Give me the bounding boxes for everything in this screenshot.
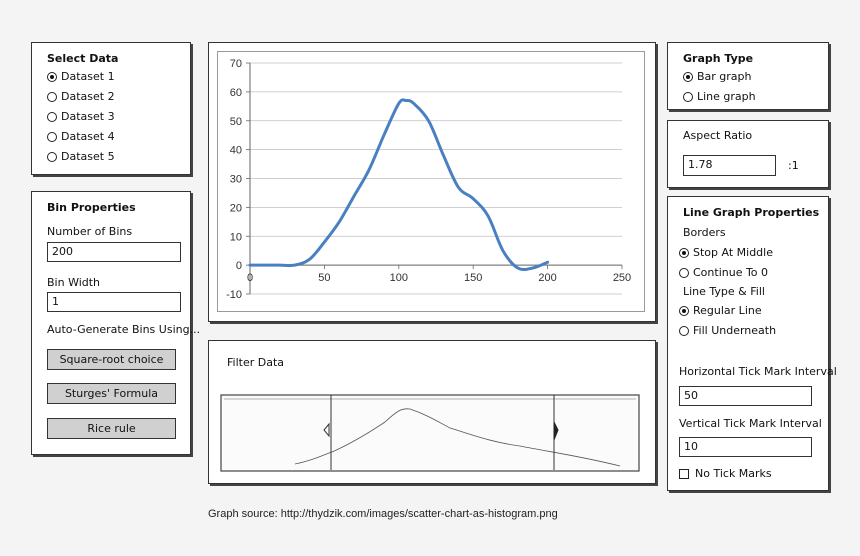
borders-radio-button-1[interactable] <box>679 248 689 258</box>
auto-generate-label: Auto-Generate Bins Using... <box>47 323 201 336</box>
x-tick-label: 50 <box>318 272 331 285</box>
dataset-radio-2[interactable] <box>47 90 115 103</box>
filter-range-slider[interactable] <box>220 394 640 474</box>
borders-radio-2[interactable] <box>679 266 768 279</box>
graph-type-panel <box>667 42 829 110</box>
borders-radio-label-2: Continue To 0 <box>693 266 769 279</box>
y-tick-label: 10 <box>229 231 242 244</box>
y-tick-label: -10 <box>226 289 242 301</box>
bin-properties-title: Bin Properties <box>47 201 136 214</box>
num-bins-input[interactable]: 200 <box>47 242 181 262</box>
y-tick-label: 40 <box>229 144 242 157</box>
line-type-radio-label-2: Fill Underneath <box>693 324 777 337</box>
graph-source-caption: Graph source: http://thydzik.com/images/scatter-chart-as-histogram.png <box>208 508 558 520</box>
bin-width-input[interactable]: 1 <box>47 292 181 312</box>
dataset-radio-3[interactable] <box>47 110 115 123</box>
series-line <box>250 100 548 270</box>
graph-type-radio-label-2: Line graph <box>697 90 756 103</box>
square-root-button[interactable]: Square-root choice <box>47 349 176 370</box>
y-tick-label: 0 <box>235 260 242 273</box>
graph-type-radio-2[interactable] <box>683 90 756 103</box>
line-chart <box>209 43 657 323</box>
aspect-ratio-input[interactable]: 1.78 <box>683 155 776 176</box>
dataset-radio-label-4: Dataset 4 <box>61 130 115 143</box>
dataset-radio-label-5: Dataset 5 <box>61 150 115 163</box>
aspect-ratio-suffix: :1 <box>788 159 799 172</box>
y-tick-label: 30 <box>229 173 242 186</box>
dataset-radio-button-5[interactable] <box>47 152 57 162</box>
graph-type-radio-button-1[interactable] <box>683 72 693 82</box>
dataset-radio-label-2: Dataset 2 <box>61 90 115 103</box>
bin-width-label: Bin Width <box>47 276 101 289</box>
x-tick-label: 200 <box>538 272 557 285</box>
dataset-radio-label-3: Dataset 3 <box>61 110 115 123</box>
select-data-panel <box>31 42 191 175</box>
line-type-radio-1[interactable] <box>679 304 762 317</box>
chart-panel <box>208 42 656 322</box>
dataset-radio-button-2[interactable] <box>47 92 57 102</box>
line-type-radio-2[interactable] <box>679 324 776 337</box>
no-tick-marks-checkbox[interactable] <box>679 467 772 480</box>
dataset-radio-button-4[interactable] <box>47 132 57 142</box>
dataset-radio-button-3[interactable] <box>47 112 57 122</box>
y-tick-label: 20 <box>229 202 242 215</box>
y-tick-label: 70 <box>229 58 242 70</box>
aspect-ratio-panel <box>667 120 829 188</box>
line-type-radio-button-2[interactable] <box>679 326 689 336</box>
x-tick-label: 100 <box>389 272 408 285</box>
x-tick-label: 0 <box>246 272 254 285</box>
borders-radio-button-2[interactable] <box>679 268 689 278</box>
line-type-radio-label-1: Regular Line <box>693 304 762 317</box>
x-tick-label: 150 <box>464 272 483 285</box>
line-graph-properties-title: Line Graph Properties <box>683 206 820 219</box>
line-graph-properties-panel <box>667 196 837 491</box>
line-type-label: Line Type & Fill <box>683 285 765 298</box>
dataset-radio-1[interactable] <box>47 70 115 83</box>
graph-type-radio-1[interactable] <box>683 70 752 83</box>
filter-data-panel <box>208 340 656 484</box>
vertical-tick-input[interactable]: 10 <box>679 437 812 457</box>
horizontal-tick-input[interactable]: 50 <box>679 386 812 406</box>
vertical-tick-label: Vertical Tick Mark Interval <box>679 417 822 430</box>
no-tick-marks-label: No Tick Marks <box>695 467 772 480</box>
graph-type-title: Graph Type <box>683 52 754 65</box>
filter-track <box>221 395 639 471</box>
borders-radio-1[interactable] <box>679 246 773 259</box>
line-type-radio-button-1[interactable] <box>679 306 689 316</box>
sturges-formula-button[interactable]: Sturges' Formula <box>47 383 176 404</box>
y-tick-label: 50 <box>229 115 242 128</box>
graph-type-radio-button-2[interactable] <box>683 92 693 102</box>
aspect-ratio-title: Aspect Ratio <box>683 129 753 142</box>
graph-type-radio-label-1: Bar graph <box>697 70 752 83</box>
borders-label: Borders <box>683 226 726 239</box>
borders-radio-label-1: Stop At Middle <box>693 246 773 259</box>
y-tick-label: 60 <box>229 86 242 99</box>
dataset-radio-5[interactable] <box>47 150 115 163</box>
dataset-radio-button-1[interactable] <box>47 72 57 82</box>
no-tick-marks-box[interactable] <box>679 469 689 479</box>
select-data-title: Select Data <box>47 52 119 65</box>
rice-rule-button[interactable]: Rice rule <box>47 418 176 439</box>
x-tick-label: 250 <box>612 272 632 285</box>
bin-properties-panel <box>31 191 201 455</box>
dataset-radio-4[interactable] <box>47 130 115 143</box>
filter-data-title: Filter Data <box>227 356 285 369</box>
horizontal-tick-label: Horizontal Tick Mark Interval <box>679 365 837 378</box>
dataset-radio-label-1: Dataset 1 <box>61 70 115 83</box>
num-bins-label: Number of Bins <box>47 225 133 238</box>
